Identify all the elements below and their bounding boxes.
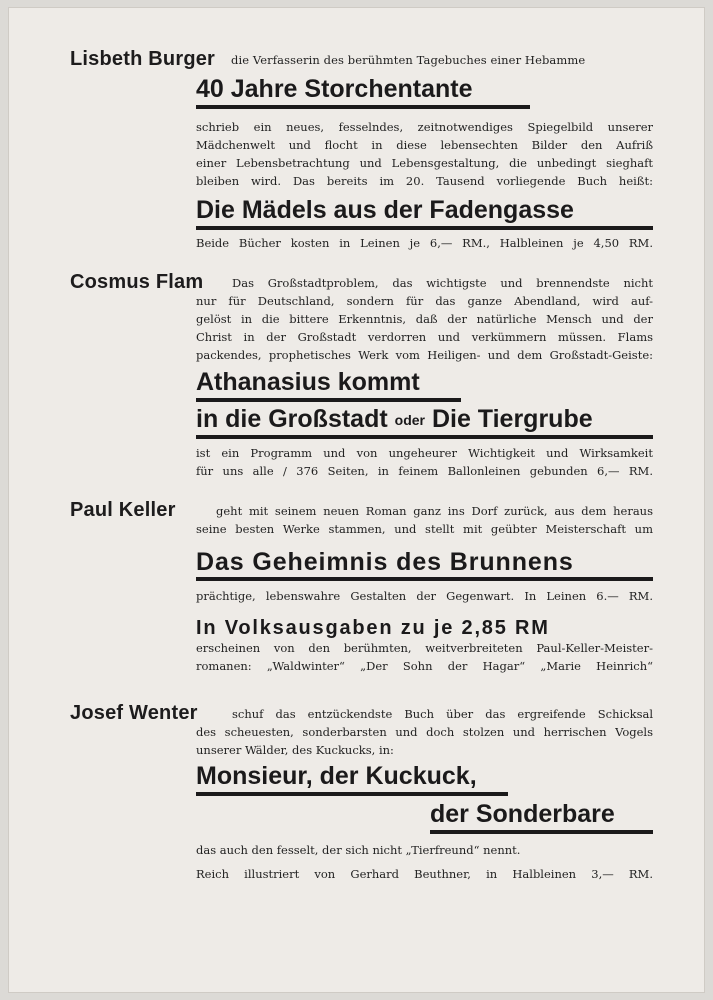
author-paul-keller: Paul Keller	[70, 499, 176, 521]
after-keller	[196, 587, 653, 605]
body-line: schuf das entzückendste Buch über das ergreifende Schicksal	[232, 707, 653, 721]
body-line: schrieb ein neues, fesselndes, zeitnotwendiges Spiegelbild unserer	[196, 120, 653, 134]
intro-burger: die Verfasserin des berühmten Tagebuches einer Hebamme	[231, 53, 586, 67]
book-title-kuckuck: Monsieur, der Kuckuck,	[196, 762, 477, 790]
body-line: ist ein Programm und von ungeheurer Wichtigkeit und Wirksamkeit	[196, 446, 653, 460]
title-underline	[196, 226, 653, 230]
author-josef-wenter: Josef Wenter	[70, 702, 198, 724]
title-part-grossstadt: in die Großstadt	[196, 405, 388, 433]
body-line: erscheinen von den berühmten, weitverbreiteten Paul-Keller-Meister-	[196, 641, 653, 655]
page-sheet	[9, 8, 704, 992]
after-wenter	[196, 841, 653, 859]
title-underline	[196, 792, 508, 796]
body-line: Mädchenwelt und flocht in diese lebensechten Bilder den Aufriß	[196, 138, 653, 152]
title-connector-oder: oder	[394, 412, 425, 428]
body-line: geht mit seinem neuen Roman ganz ins Dorf zurück, aus dem heraus	[216, 504, 653, 518]
book-title-athanasius: Athanasius kommt	[196, 368, 420, 396]
title-underline	[196, 435, 653, 439]
body-wenter	[196, 723, 653, 759]
book-title-storchentante: 40 Jahre Storchentante	[196, 75, 473, 103]
author-lisbeth-burger: Lisbeth Burger	[70, 48, 216, 70]
book-title-fadengasse: Die Mädels aus der Fadengasse	[196, 196, 574, 224]
volks-body	[196, 639, 653, 675]
body-line: für uns alle / 376 Seiten, in feinem Ballonleinen gebunden 6,— RM.	[196, 464, 653, 478]
title-underline	[196, 105, 530, 109]
body-line: das auch den fesselt, der sich nicht „Tierfreund“ nennt.	[196, 843, 521, 857]
book-title-brunnens: Das Geheimnis des Brunnens	[196, 548, 574, 576]
body-line: gelöst in die bittere Erkenntnis, daß der natürliche Mensch und der	[196, 312, 653, 326]
book-title-grossstadt	[196, 405, 593, 434]
body-burger	[196, 118, 653, 190]
after-flam	[196, 444, 653, 480]
body-line: des scheuesten, sonderbarsten und doch stolzen und herrischen Vogels	[196, 725, 653, 739]
book-title-sonderbare: der Sonderbare	[430, 800, 615, 828]
title-underline	[196, 398, 461, 402]
intro-wenter	[232, 705, 653, 723]
intro-flam	[232, 274, 653, 292]
body-line: nur für Deutschland, sondern für das ganze Abendland, wird auf-	[196, 294, 653, 308]
body-line: bleiben wird. Das bereits im 20. Tausend vorliegende Buch heißt:	[196, 174, 653, 188]
author-cosmus-flam: Cosmus Flam	[70, 271, 204, 293]
title-underline	[430, 830, 653, 834]
body-line: Das Großstadtproblem, das wichtigste und brennendste nicht	[232, 276, 653, 290]
body-line: Reich illustriert von Gerhard Beuthner, in Halbleinen 3,— RM.	[196, 867, 653, 881]
body-keller	[196, 520, 653, 538]
body-line: packendes, prophetisches Werk vom Heiligen- und dem Großstadt-Geiste:	[196, 348, 653, 362]
body-flam	[196, 292, 653, 364]
body-line: seine besten Werke stammen, und stellt mit geübter Meisterschaft um	[196, 522, 653, 536]
body-line: romanen: „Waldwinter“ „Der Sohn der Hagar“ „Marie Heinrich“	[196, 659, 653, 673]
price-burger	[196, 234, 653, 252]
body-line: unserer Wälder, des Kuckucks, in:	[196, 743, 394, 757]
title-underline	[196, 577, 653, 581]
body-line: einer Lebensbetrachtung und Lebensgestaltung, die unbedingt sieghaft	[196, 156, 653, 170]
title-part-tiergrube: Die Tiergrube	[431, 405, 593, 433]
price-line: Beide Bücher kosten in Leinen je 6,— RM., Halbleinen je 4,50 RM.	[196, 236, 653, 250]
volksausgaben-heading: In Volksausgaben zu je 2,85 RM	[196, 617, 550, 639]
body-line: prächtige, lebenswahre Gestalten der Gegenwart. In Leinen 6.— RM.	[196, 589, 653, 603]
price-wenter	[196, 865, 653, 883]
body-line: Christ in der Großstadt verdorren und verkümmern müssen. Flams	[196, 330, 653, 344]
intro-keller	[216, 502, 653, 520]
